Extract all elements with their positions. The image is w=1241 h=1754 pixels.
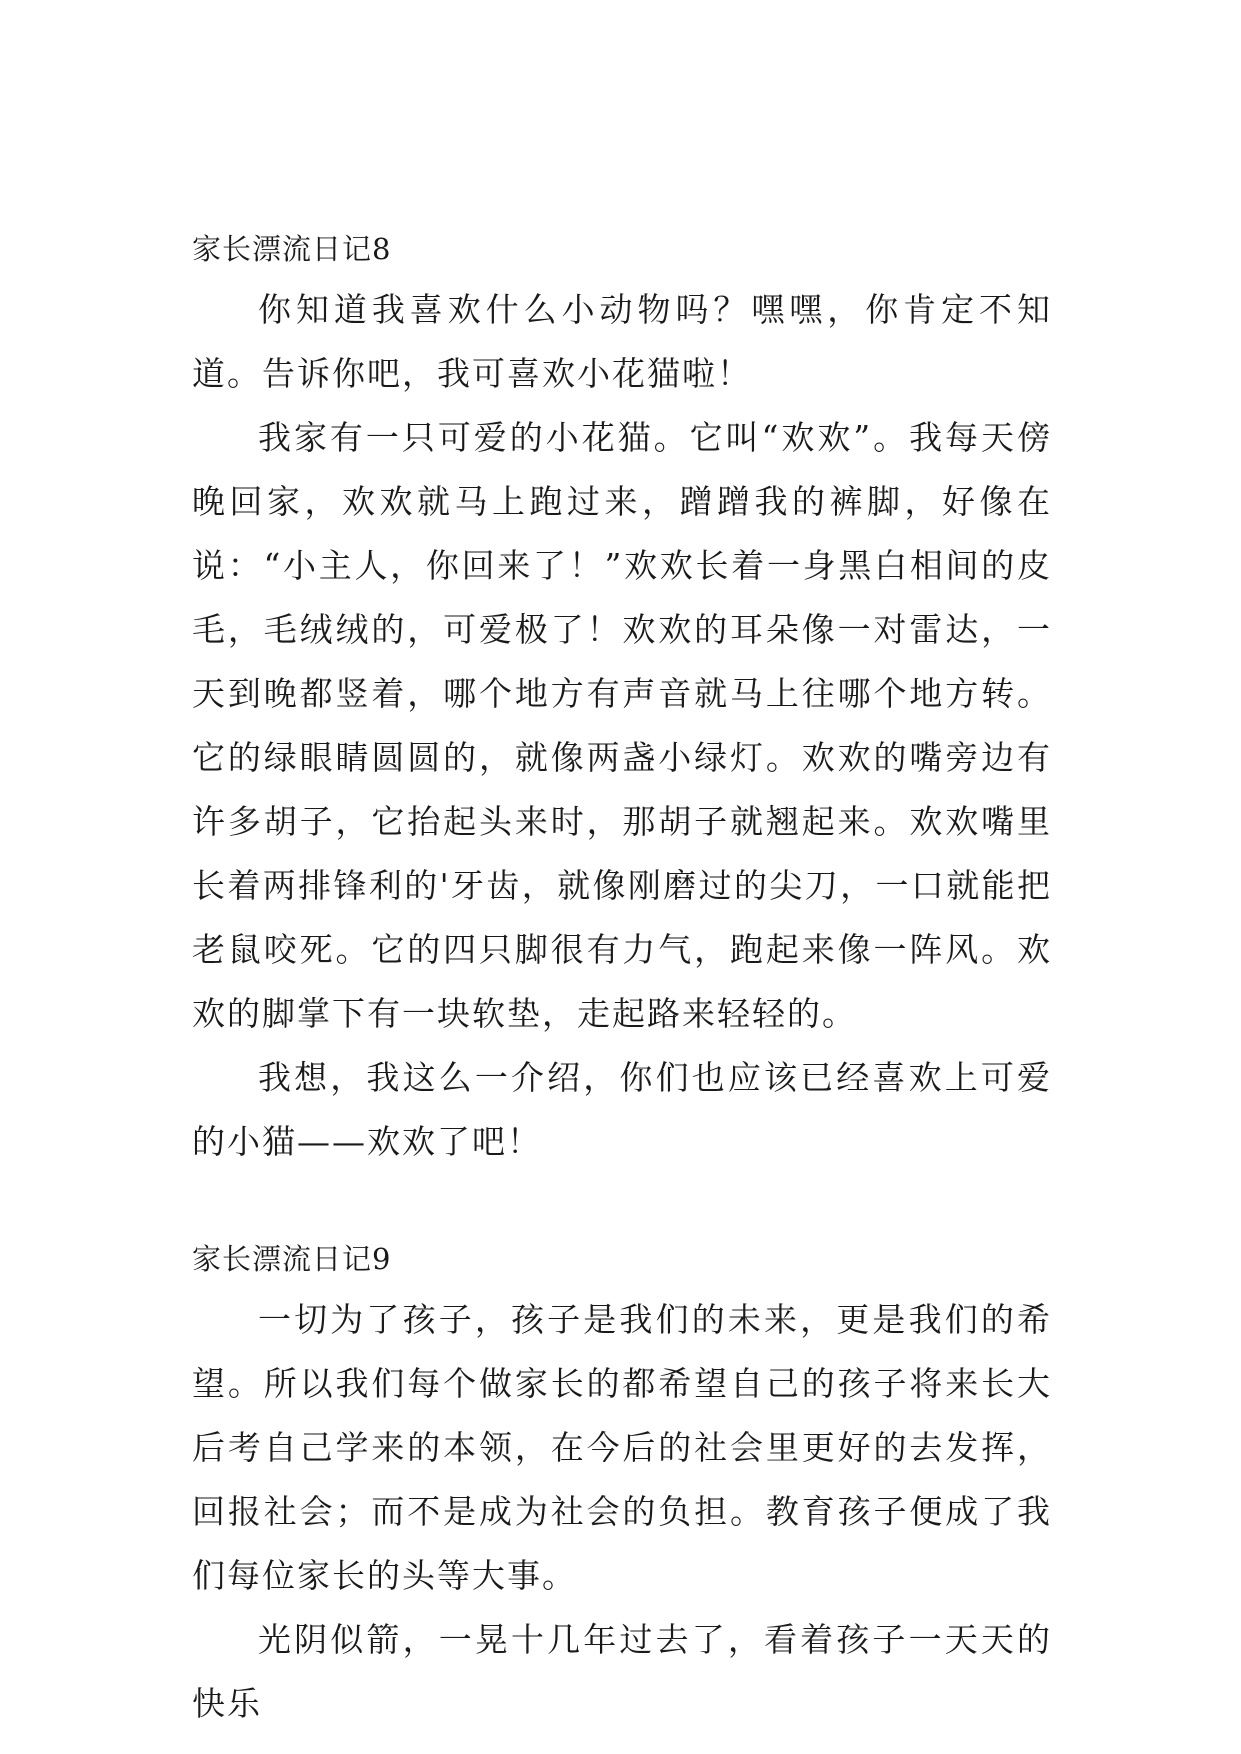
section-title: 家长漂流日记8 — [192, 232, 392, 266]
section-spacer — [192, 1174, 1052, 1230]
paragraph: 我想，我这么一介绍，你们也应该已经喜欢上可爱的小猫——欢欢了吧！ — [192, 1058, 1052, 1161]
diary-entry-9 — [192, 1230, 1052, 1736]
section-title: 家长漂流日记9 — [192, 1242, 392, 1276]
paragraph: 光阴似箭，一晃十几年过去了，看着孩子一天天的快乐 — [192, 1620, 1052, 1723]
paragraph: 我家有一只可爱的小花猫。它叫“欢欢”。我每天傍晚回家，欢欢就马上跑过来，蹭蹭我的裤脚，好像在说：“小主人，你回来了！”欢欢长着一身黑白相间的皮毛，毛绒绒的，可爱极了！欢欢的耳朵像一对雷达，一天到晚都竖着，哪个地方有声音就马上往哪个地方转。它的绿眼睛圆圆的，就像两盏小绿灯。欢欢的嘴旁边有许多胡子，它抬起头来时，那胡子就翘起来。欢欢嘴里长着两排锋利的'牙齿，就像刚磨过的尖刀，一口就能把老鼠咬死。它的四只脚很有力气，跑起来像一阵风。欢欢的脚掌下有一块软垫，走起路来轻轻的。 — [192, 418, 1052, 1033]
paragraph: 一切为了孩子，孩子是我们的未来，更是我们的希望。所以我们每个做家长的都希望自己的孩子将来长大后考自己学来的本领，在今后的社会里更好的去发挥，回报社会；而不是成为社会的负担。教育孩子便成了我们每位家长的头等大事。 — [192, 1300, 1052, 1595]
paragraph: 你知道我喜欢什么小动物吗？嘿嘿，你肯定不知道。告诉你吧，我可喜欢小花猫啦！ — [192, 290, 1052, 393]
document-page — [192, 220, 1052, 1736]
diary-entry-8 — [192, 220, 1052, 1174]
